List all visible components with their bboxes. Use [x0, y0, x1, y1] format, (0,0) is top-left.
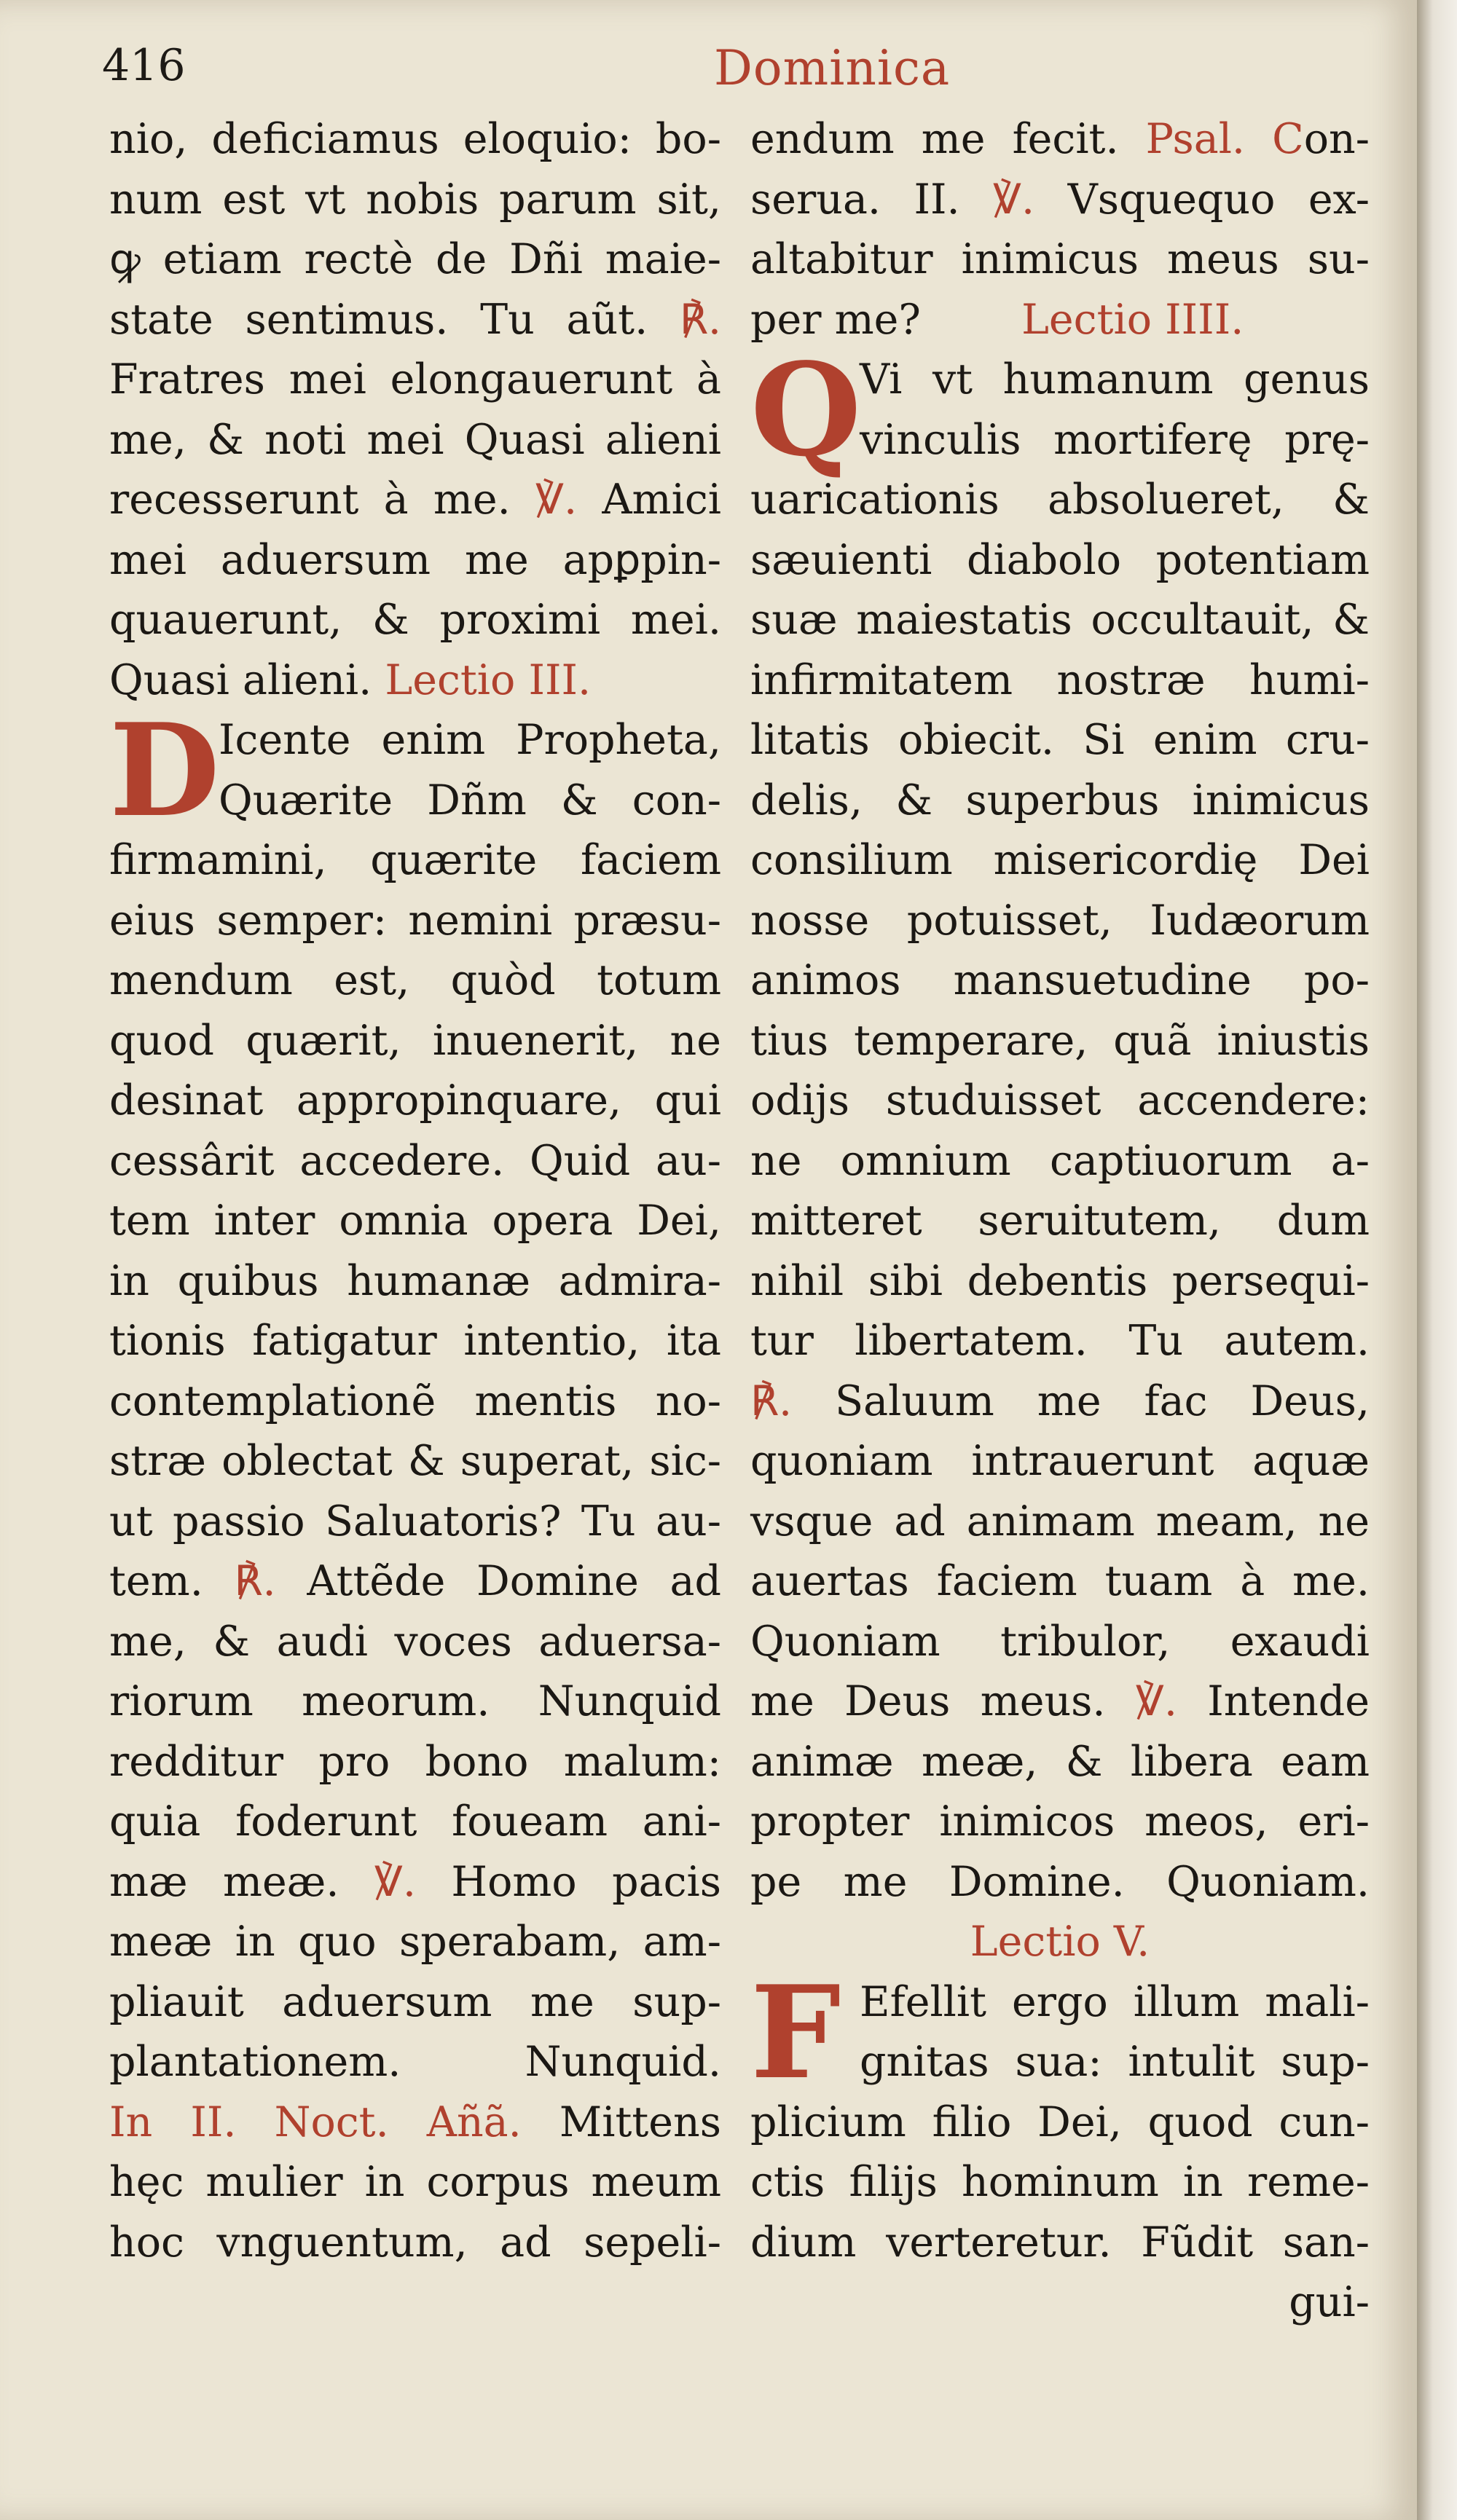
text-line: D Icente enim Propheta, [109, 696, 721, 846]
drop-cap: D [109, 696, 220, 846]
text-line: In II. Noct. Añã. Mittens [109, 2098, 721, 2146]
running-title: Dominica [714, 40, 951, 96]
text-line: Fratres mei elongauerunt à [109, 355, 721, 403]
page-edge [1417, 0, 1457, 2520]
text-line: num est vt nobis parum sit, [109, 175, 721, 224]
responsory-mark: ℟. [679, 295, 721, 344]
text-line: hoc vnguentum, ad sepeli- [109, 2218, 721, 2267]
text-line: pliauit aduersum me sup- [109, 1977, 721, 2026]
text-line: firmamini, quærite faciem [109, 836, 721, 884]
text-line: me, & audi voces aduersa- [109, 1617, 721, 1666]
text-line: eius semper: nemini præsu- [109, 896, 721, 945]
text-line: mæ meæ. ℣. Homo pacis [109, 1857, 721, 1906]
text-line: ctis filijs hominum in reme- [750, 2158, 1370, 2206]
right-column [750, 109, 1370, 2333]
text-line: ꝙ etiam rectè de Dñi maie- [109, 235, 721, 283]
text-line: redditur pro bono malum: [109, 1737, 721, 1786]
right-lines-3 [750, 1732, 1370, 1913]
text-line: odijs studuisset accendere: [750, 1076, 1370, 1125]
text-line: recesserunt à me. ℣. Amici [109, 476, 721, 524]
text-line: endum me fecit. Psal. Con- [750, 115, 1370, 163]
text-line: ut passio Saluatoris? Tu au- [109, 1497, 721, 1546]
text-line: dium verteretur. Fũdit san- [750, 2218, 1370, 2267]
text-line: delis, & superbus inimicus [750, 776, 1370, 824]
lectio-heading: Lectio IIII. [1021, 295, 1244, 344]
text-line: F Efellit ergo illum mali- [750, 1958, 1370, 2108]
text-line: suæ maiestatis occultauit, & [750, 596, 1370, 644]
drop-cap: Q [750, 336, 862, 485]
text-line: plicium filio Dei, quod cun- [750, 2098, 1370, 2146]
text-line: quauerunt, & proximi mei. [109, 596, 721, 644]
right-lines-1 [750, 470, 1370, 1371]
text-line [750, 1912, 1370, 1972]
text-line: cessârit accedere. Quid au- [109, 1136, 721, 1185]
text-line: animæ meæ, & libera eam [750, 1737, 1370, 1786]
text-line: quod quærit, inuenerit, ne [109, 1016, 721, 1065]
text-line: in quibus humanæ admira- [109, 1256, 721, 1305]
versicle-mark: ℣. [374, 1857, 416, 1906]
text-line: plantationem. Nunquid. [109, 2038, 721, 2086]
left-column [109, 109, 721, 2272]
text-line: tius temperare, quã iniustis [750, 1016, 1370, 1065]
text-line: mitteret seruitutem, dum [750, 1197, 1370, 1245]
catchword-line [750, 2272, 1370, 2333]
left-lines-3 [109, 1612, 721, 1852]
text-line: tur libertatem. Tu autem. [750, 1317, 1370, 1365]
right-lines-4 [750, 2092, 1370, 2273]
text-line: per me? Lectio IIII. [750, 295, 1244, 344]
text-line: tionis fatigatur intentio, ita [109, 1317, 721, 1365]
text-line: pe me Domine. Quoniam. [750, 1857, 1370, 1906]
text-line: vsque ad animam meam, ne [750, 1497, 1370, 1546]
catchword: gui- [1289, 2278, 1370, 2326]
text-line: consilium misericordię Dei [750, 836, 1370, 884]
text-line: quia foderunt foueam ani- [109, 1798, 721, 1846]
lectio-heading: Lectio III. [385, 655, 592, 704]
right-lines-2 [750, 1431, 1370, 1672]
text-line: tem. ℟. Attẽde Domine ad [109, 1557, 721, 1605]
psalm-rubric: Psal. C [1145, 115, 1304, 163]
text-line: Quærite Dñm & con- [219, 776, 721, 824]
text-line: altabitur inimicus meus su- [750, 235, 1370, 283]
text-line: me, & noti mei Quasi alieni [109, 415, 721, 464]
text-line: ℟. Saluum me fac Deus, [750, 1377, 1370, 1425]
page-header [102, 40, 1391, 106]
left-lines-2 [109, 830, 721, 1551]
text-line: auertas faciem tuam à me. [750, 1557, 1370, 1605]
left-lines-1 [109, 109, 721, 290]
text-line: Quoniam tribulor, exaudi [750, 1617, 1370, 1666]
text-line: stræ oblectat & superat, sic- [109, 1437, 721, 1485]
versicle-mark: ℣. [993, 175, 1035, 224]
text-line: gnitas sua: intulit sup- [860, 2038, 1370, 2086]
text-line: Quasi alieni. Lectio III. [109, 655, 592, 704]
text-line: mendum est, quòd totum [109, 956, 721, 1004]
text-line: serua. II. ℣. Vsquequo ex- [750, 175, 1370, 224]
left-lines-5 [109, 2152, 721, 2272]
text-line: me Deus meus. ℣. Intende [750, 1677, 1370, 1725]
text-line: meæ in quo sperabam, am- [109, 1918, 721, 1966]
left-lines-4 [109, 1912, 721, 2092]
text-line: litatis obiecit. Si enim cru- [750, 716, 1370, 764]
lectio-heading: Lectio V. [970, 1918, 1150, 1966]
text-line: sæuienti diabolo potentiam [750, 535, 1370, 584]
text-line: nosse potuisset, Iudæorum [750, 896, 1370, 945]
text-line: nio, deficiamus eloquio: bo- [109, 115, 721, 163]
text-line: desinat appropinquare, qui [109, 1076, 721, 1125]
text-line: infirmitatem nostræ humi- [750, 655, 1370, 704]
versicle-mark: ℣. [1135, 1677, 1177, 1725]
text-line: tem inter omnia opera Dei, [109, 1197, 721, 1245]
responsory-mark: ℟. [750, 1377, 793, 1425]
text-line: mei aduersum me apꝑpin- [109, 535, 721, 584]
responsory-mark: ℟. [234, 1557, 276, 1605]
nocturn-rubric: In II. Noct. Añã. [109, 2098, 522, 2146]
text-line: hęc mulier in corpus meum [109, 2158, 721, 2206]
versicle-mark: ℣. [535, 476, 578, 524]
text-line: animos mansuetudine po- [750, 956, 1370, 1004]
drop-cap: F [750, 1958, 841, 2108]
text-line: propter inimicos meos, eri- [750, 1798, 1370, 1846]
text-line: state sentimus. Tu aũt. ℟. [109, 295, 721, 344]
text-line: contemplationẽ mentis no- [109, 1377, 721, 1425]
text-line: vinculis mortiferę prę- [860, 415, 1370, 464]
text-line: ne omnium captiuorum a- [750, 1136, 1370, 1185]
text-line: riorum meorum. Nunquid [109, 1677, 721, 1725]
text-line: uaricationis absolueret, & [750, 476, 1370, 524]
text-line: nihil sibi debentis persequi- [750, 1256, 1370, 1305]
page-number: 416 [102, 40, 186, 91]
text-line: Q Vi vt humanum genus [750, 336, 1370, 485]
text-line: quoniam intrauerunt aquæ [750, 1437, 1370, 1485]
